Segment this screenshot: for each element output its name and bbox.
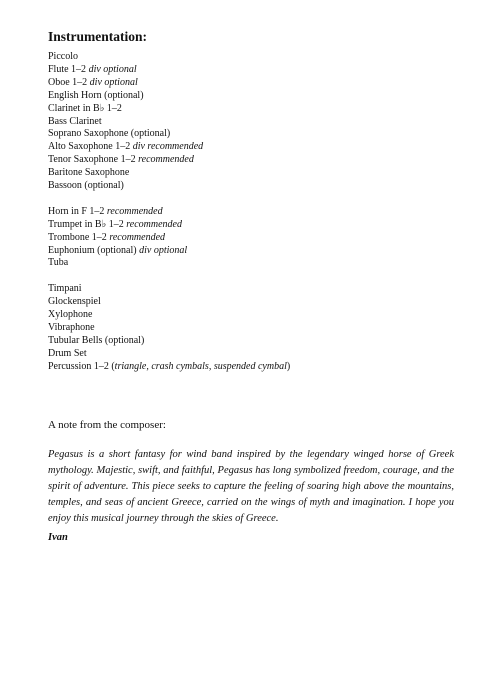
instrument-item bbox=[48, 335, 290, 348]
composer-note-label: A note from the composer: bbox=[48, 419, 166, 431]
instrument-name: Drum Set bbox=[48, 347, 87, 359]
section-gap bbox=[48, 193, 290, 206]
instrument-name: Euphonium (optional) bbox=[48, 244, 140, 256]
instrument-note: recommended bbox=[138, 154, 194, 166]
instrument-item bbox=[48, 245, 290, 258]
composer-note-text: Pegasus is a short fantasy for wind band inspired by the legendary winged horse of Greek mythology. Majestic, swift, and faithful, Pegasus has long symbolized freedom, courage, and the spirit of adventure. This piece seeks to capture the feeling of soaring high above the mountains, temples, and seas of ancient Greece, carried on the wings of myth and imagination. I hope you enjoy this musical journey through the skies of Greece. bbox=[48, 449, 454, 524]
instrument-name: Trombone 1–2 bbox=[48, 231, 110, 243]
instrument-item bbox=[48, 348, 290, 361]
instrument-item bbox=[48, 141, 290, 154]
instrument-name: Flute 1–2 bbox=[48, 63, 89, 75]
instrument-item bbox=[48, 296, 290, 309]
instrument-name: English Horn (optional) bbox=[48, 89, 144, 101]
instrument-item bbox=[48, 167, 290, 180]
instrument-note: triangle, crash cymbals, suspended cymbal bbox=[114, 360, 287, 372]
section-gap bbox=[48, 270, 290, 283]
instrument-note: div optional bbox=[139, 244, 188, 256]
instrument-list bbox=[48, 51, 290, 374]
instrument-name-close: ) bbox=[286, 360, 291, 372]
instrument-item bbox=[48, 232, 290, 245]
instrumentation-heading: Instrumentation: bbox=[48, 29, 148, 44]
instrument-name: Trumpet in B♭ 1–2 bbox=[48, 218, 127, 230]
instrument-name: Tenor Saxophone 1–2 bbox=[48, 154, 139, 166]
instrument-name: Vibraphone bbox=[48, 322, 95, 333]
instrument-name: Bass Clarinet bbox=[48, 115, 102, 127]
instrument-item bbox=[48, 257, 290, 270]
instrument-name: Alto Saxophone 1–2 bbox=[48, 141, 133, 153]
instrument-name: Timpani bbox=[48, 283, 82, 295]
instrument-name: Xylophone bbox=[48, 309, 93, 321]
instrument-name: Soprano Saxophone (optional) bbox=[48, 128, 171, 140]
composer-signature: Ivan bbox=[48, 532, 68, 543]
instrument-name: Glockenspiel bbox=[48, 296, 101, 308]
instrument-note: div optional bbox=[89, 76, 138, 88]
instrument-item bbox=[48, 77, 290, 90]
instrument-item bbox=[48, 154, 290, 167]
instrument-item bbox=[48, 219, 290, 232]
instrument-name: Oboe 1–2 bbox=[48, 76, 90, 88]
instrument-note: recommended bbox=[109, 231, 166, 243]
instrument-name: Tubular Bells (optional) bbox=[48, 334, 145, 346]
instrument-item bbox=[48, 283, 290, 296]
instrument-item bbox=[48, 180, 290, 193]
instrument-name: Tuba bbox=[48, 257, 69, 269]
instrument-item bbox=[48, 64, 290, 77]
instrument-name: Percussion 1–2 ( bbox=[48, 360, 115, 372]
instrument-note: recommended bbox=[126, 218, 182, 230]
instrument-item bbox=[48, 90, 290, 103]
instrument-note: recommended bbox=[106, 205, 163, 217]
instrument-item bbox=[48, 103, 290, 116]
instrument-item bbox=[48, 206, 290, 219]
instrument-note: div optional bbox=[88, 63, 137, 75]
instrument-name: Piccolo bbox=[48, 51, 78, 62]
instrument-item bbox=[48, 309, 290, 322]
instrument-name: Clarinet in B♭ 1–2 bbox=[48, 102, 122, 114]
instrument-note: div recommended bbox=[132, 141, 204, 153]
instrument-item bbox=[48, 361, 290, 374]
instrument-item bbox=[48, 128, 290, 141]
instrument-item bbox=[48, 322, 290, 335]
instrument-name: Bassoon (optional) bbox=[48, 180, 124, 192]
instrument-item bbox=[48, 51, 290, 64]
instrument-name: Horn in F 1–2 bbox=[48, 205, 107, 217]
instrument-name: Baritone Saxophone bbox=[48, 167, 130, 179]
instrument-item bbox=[48, 116, 290, 129]
